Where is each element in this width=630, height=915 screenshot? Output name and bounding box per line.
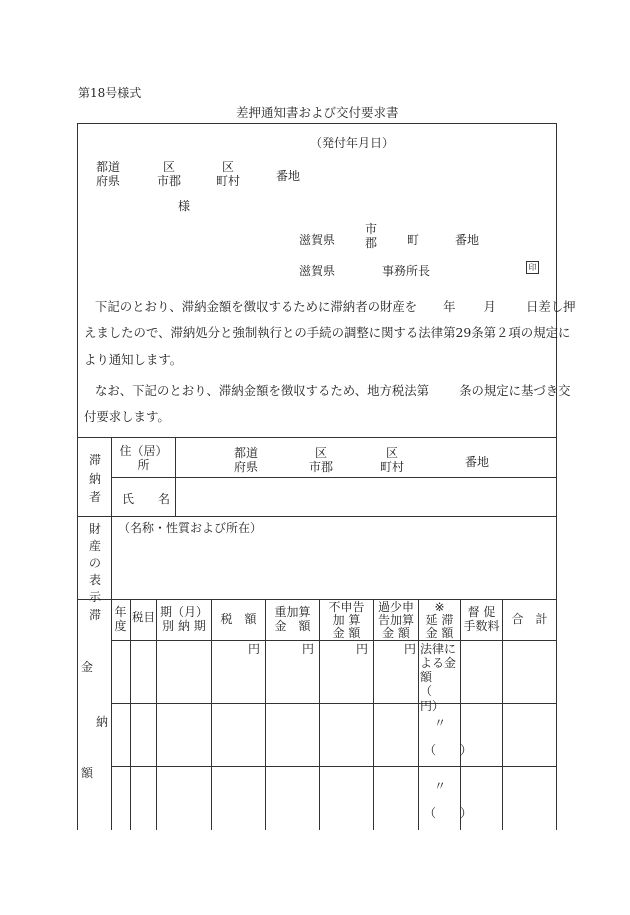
property-section-label: 財 産 の 表 示 [88,522,101,605]
header-tax-item: 税目 [132,610,155,624]
seal-mark [526,261,539,274]
header-non-filing: 不申告 加 算 金 額 [328,600,365,641]
arrears-label-3: 納 [96,715,109,729]
header-total: 合 計 [511,612,548,626]
sender-prefecture-2: 滋賀県 [299,264,336,278]
paragraph1-line3: より通知します。 [84,352,183,367]
taxpayer-field-col-line [175,437,176,516]
col-line-2 [130,599,131,830]
taxpayer-ku-shigun: 区 市郡 [308,446,333,475]
sender-town: 町 [407,233,420,247]
addressee-ku-chouson: 区 町村 [215,160,240,189]
header-heavy-additional: 重加算 金 額 [274,605,311,634]
divider-property-top [77,516,557,517]
unit-non-filing: 円 [356,642,369,656]
addressee-banchi: 番地 [276,169,301,183]
arrears-label-2: 金 [81,660,94,674]
arrears-label-4: 額 [81,766,94,780]
ditto-mark-row3: 〃 [434,779,447,793]
header-under-filing: 過少申 告加算 金 額 [377,600,414,641]
unit-tax-amount: 円 [248,642,261,656]
seal-text: 印 [528,263,537,272]
sender-office-head: 事務所長 [382,264,431,278]
ditto-mark-row2: 〃 [434,716,447,730]
paragraph1-line2: えましたので、滞納処分と強制執行との手続の調整に関する法律第29条第２項の規定に [84,325,571,340]
taxpayer-section-label: 滞 納 者 [88,453,101,505]
sender-city: 市 郡 [364,222,377,251]
header-year: 年 度 [114,605,127,634]
divider-taxpayer-top [77,437,557,438]
paragraph1-line1: 下記のとおり、滞納金額を徴収するために滞納者の財産を 年 月 日差し押 [95,299,576,314]
taxpayer-banchi: 番地 [465,455,490,469]
row-line-2 [111,703,557,704]
arrears-label-1: 滞 [89,608,102,622]
property-description-label: （名称・性質および所在） [118,521,263,535]
header-fee: 督 促 手数料 [463,605,500,634]
divider-taxpayer-mid [111,477,557,478]
unit-heavy-additional: 円 [302,642,315,656]
addressee-sama: 様 [178,199,191,213]
taxpayer-address-label: 住（居） 所 [119,444,168,473]
taxpayer-ku-chouson: 区 町村 [379,446,404,475]
paren-row2: （ ） [424,743,473,757]
issue-date: （発付年月日） [310,136,395,150]
outer-border-left [77,123,78,830]
row-line-3 [111,766,557,767]
unit-under-filing: 円 [404,642,417,656]
addressee-ku-shigun: 区 市郡 [156,160,181,189]
taxpayer-name-label: 氏 名 [122,492,171,506]
sender-banchi: 番地 [455,233,480,247]
document-title: 差押通知書および交付要求書 [236,105,399,120]
col-line-4 [211,599,212,830]
paragraph2-line1: なお、下記のとおり、滞納金額を徴収するため、地方税法第 条の規定に基づき交 [95,383,571,398]
form-number: 第18号様式 [78,86,142,100]
paragraph2-line2: 付要求します。 [84,409,170,424]
outer-border-top [77,123,557,124]
paren-row3: （ ） [424,806,473,820]
header-delinquency: ※ 延 滞 金 額 [425,600,454,641]
divider-arrears-top [77,599,557,600]
sender-prefecture: 滋賀県 [299,233,336,247]
header-tax-amount: 税 額 [220,612,257,626]
property-label-col-line [111,516,112,599]
header-period: 期（月） 別 納 期 [159,605,208,634]
taxpayer-todofuken: 都道 府県 [233,446,258,475]
statutory-amount-note: 法律に よる金 額 （ 円） [420,642,457,713]
col-line-10 [502,599,503,830]
addressee-todofuken: 都道 府県 [95,160,120,189]
